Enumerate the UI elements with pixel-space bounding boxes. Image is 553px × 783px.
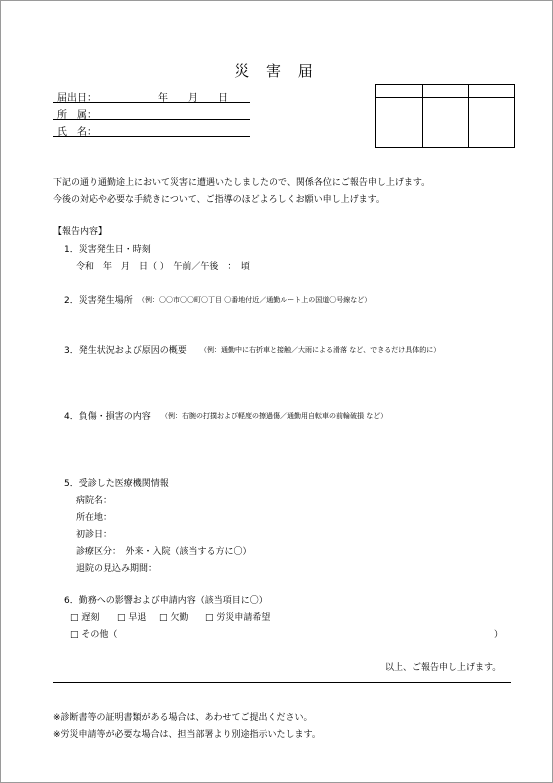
- approval-stamp-box: [375, 84, 515, 148]
- closing-text: 以上、ご報告申し上げます。: [385, 663, 502, 673]
- option-late: □ 遅刻: [70, 613, 100, 623]
- name-label: 氏 名：: [57, 127, 97, 138]
- option-other: □ その他（: [70, 630, 118, 640]
- first-visit-label: 初診日：: [76, 530, 113, 540]
- stamp-divider: [468, 85, 469, 147]
- separator-line: [53, 682, 511, 683]
- affiliation-label: 所 属：: [57, 110, 97, 121]
- item3-heading: 3．発生状況および原因の概要: [64, 346, 187, 356]
- name-underline: [53, 136, 250, 137]
- item5-heading: 5．受診した医療機関情報: [64, 479, 169, 489]
- item2-heading: 2．災害発生場所: [64, 296, 133, 306]
- item3-example: （例：通勤中に右折車と接触／大雨による滑落 など、できるだけ具体的に）: [200, 346, 441, 354]
- treatment-category: 診療区分： 外来・入院（該当する方に〇）: [76, 547, 252, 557]
- item6-heading: 6．勤務への影響および申請内容（該当項目に〇）: [64, 596, 268, 606]
- date-units: 年 月 日: [158, 93, 228, 104]
- option-workers-comp: □ 労災申請希望: [205, 613, 271, 623]
- affiliation-underline: [53, 119, 250, 120]
- date-label: 届出日：: [57, 93, 97, 104]
- document-title: 災 害 届: [234, 62, 319, 80]
- item4-example: （例：右腕の打撲および軽度の擦過傷／通勤用自転車の前輪破損 など）: [161, 412, 388, 420]
- option-absence: □ 欠勤: [159, 613, 189, 623]
- item1-heading: 1．災害発生日・時刻: [64, 245, 151, 255]
- discharge-period-label: 退院の見込み期間：: [76, 564, 158, 574]
- intro-line-2: 今後の対応や必要な手続きについて、ご指導のほどよろしくお願い申し上げます。: [53, 195, 385, 205]
- note-1: ※診断書等の証明書類がある場合は、あわせてご提出ください。: [53, 713, 313, 723]
- stamp-divider: [422, 85, 423, 147]
- option-early-leave: □ 早退: [117, 613, 147, 623]
- hospital-name-label: 病院名：: [76, 496, 113, 506]
- item1-datetime: 令和 年 月 日（ ） 午前／午後 ： 頃: [76, 262, 250, 272]
- section-heading: 【報告内容】: [53, 227, 108, 237]
- note-2: ※労災申請等が必要な場合は、担当部署より別途指示いたします。: [53, 730, 321, 740]
- hospital-address-label: 所在地：: [76, 513, 113, 523]
- date-underline: [53, 102, 250, 103]
- item4-heading: 4．負傷・損害の内容: [64, 412, 151, 422]
- option-other-close: ）: [494, 630, 504, 640]
- stamp-header-line: [376, 97, 514, 98]
- intro-line-1: 下記の通り通勤途上において災害に遭遇いたしましたので、関係各位にご報告申し上げます。: [53, 178, 431, 188]
- item2-example: （例：〇〇市〇〇町〇丁目 〇番地付近／通勤ルート上の国道〇号線など）: [138, 296, 372, 304]
